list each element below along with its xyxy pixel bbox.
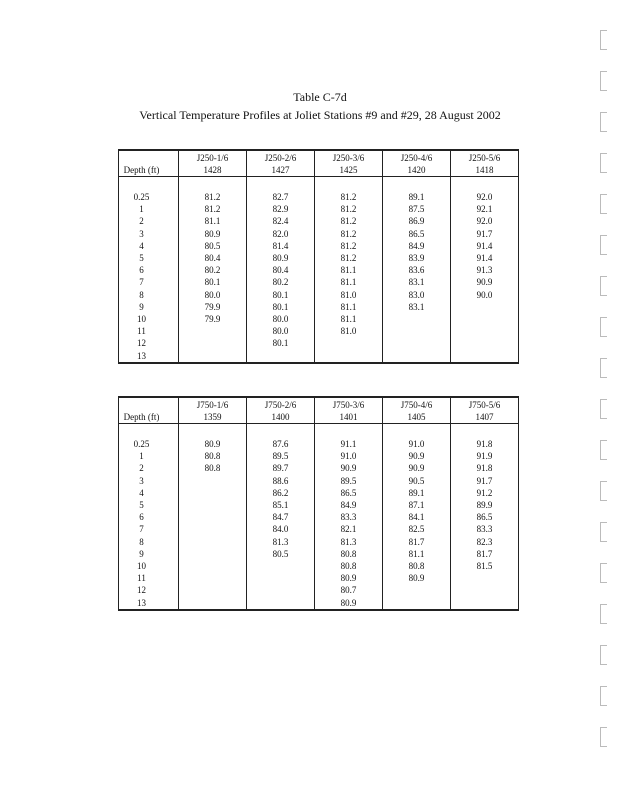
table-row	[119, 487, 519, 499]
temperature-cell: 83.1	[383, 301, 451, 313]
temperature-cell: 91.8	[451, 462, 519, 474]
temperature-cell: 91.3	[451, 264, 519, 276]
temperature-cell	[451, 301, 519, 313]
binder-tab	[600, 276, 607, 296]
temperature-cell: 90.9	[383, 462, 451, 474]
depth-cell: 13	[119, 597, 179, 610]
temperature-cell	[247, 572, 315, 584]
temperature-cell: 88.6	[247, 475, 315, 487]
temperature-cell: 81.2	[315, 191, 383, 203]
table-row	[119, 462, 519, 474]
temperature-cell	[179, 475, 247, 487]
temperature-cell: 89.5	[315, 475, 383, 487]
temperature-cell: 81.3	[247, 536, 315, 548]
station-header: J750-3/6	[315, 397, 383, 411]
temperature-cell	[451, 597, 519, 610]
temperature-cell: 80.9	[383, 572, 451, 584]
table-row	[119, 313, 519, 325]
station-header: J250-5/6	[451, 150, 519, 164]
table-row	[119, 191, 519, 203]
temperature-cell	[247, 584, 315, 596]
temperature-cell: 89.7	[247, 462, 315, 474]
temperature-cell	[179, 499, 247, 511]
temperature-table-j250	[118, 149, 519, 364]
temperature-cell: 82.7	[247, 191, 315, 203]
temperature-cell: 89.1	[383, 487, 451, 499]
temperature-cell: 91.0	[383, 438, 451, 450]
time-header: 1400	[247, 411, 315, 424]
depth-cell: 12	[119, 337, 179, 349]
temperature-cell: 87.1	[383, 499, 451, 511]
table-row	[119, 289, 519, 301]
temperature-cell: 80.8	[315, 560, 383, 572]
table-row	[119, 475, 519, 487]
depth-cell: 10	[119, 313, 179, 325]
table-row	[119, 597, 519, 610]
table-title: Table C-7d	[293, 90, 347, 104]
table-subtitle: Vertical Temperature Profiles at Joliet Stations #9 and #29, 28 August 2002	[139, 108, 501, 122]
table-row	[119, 215, 519, 227]
temperature-cell: 80.2	[179, 264, 247, 276]
temperature-cell: 81.2	[315, 252, 383, 264]
temperature-cell: 81.2	[179, 203, 247, 215]
temperature-cell	[179, 536, 247, 548]
binder-tab	[600, 153, 607, 173]
temperature-cell: 86.9	[383, 215, 451, 227]
temperature-cell: 82.0	[247, 228, 315, 240]
temperature-cell: 81.7	[451, 548, 519, 560]
temperature-cell	[451, 350, 519, 363]
temperature-cell	[179, 523, 247, 535]
temperature-cell: 87.6	[247, 438, 315, 450]
depth-cell: 4	[119, 240, 179, 252]
temperature-cell: 79.9	[179, 313, 247, 325]
depth-cell: 6	[119, 264, 179, 276]
table-row	[119, 438, 519, 450]
temperature-cell: 82.5	[383, 523, 451, 535]
temperature-cell	[383, 313, 451, 325]
temperature-cell: 81.1	[315, 301, 383, 313]
temperature-cell: 82.3	[451, 536, 519, 548]
binder-tab	[600, 30, 607, 50]
table-row	[119, 240, 519, 252]
table-row	[119, 325, 519, 337]
table-row	[119, 572, 519, 584]
temperature-cell: 90.9	[315, 462, 383, 474]
depth-cell: 0.25	[119, 438, 179, 450]
temperature-cell: 80.7	[315, 584, 383, 596]
temperature-cell: 92.0	[451, 215, 519, 227]
temperature-table-j750	[118, 396, 519, 611]
temperature-cell: 80.1	[247, 289, 315, 301]
binder-tab	[600, 645, 607, 665]
temperature-cell: 81.7	[383, 536, 451, 548]
binder-tab	[600, 317, 607, 337]
depth-cell: 11	[119, 325, 179, 337]
temperature-cell: 91.1	[315, 438, 383, 450]
binder-tab	[600, 399, 607, 419]
station-header: J750-5/6	[451, 397, 519, 411]
temperature-cell	[179, 584, 247, 596]
table-row	[119, 203, 519, 215]
temperature-cell: 80.1	[179, 276, 247, 288]
temperature-cell: 83.3	[451, 523, 519, 535]
temperature-cell: 81.2	[315, 203, 383, 215]
temperature-cell: 81.1	[315, 264, 383, 276]
depth-cell: 9	[119, 301, 179, 313]
depth-cell: 5	[119, 499, 179, 511]
temperature-cell	[179, 560, 247, 572]
temperature-cell: 90.0	[451, 289, 519, 301]
temperature-cell: 92.0	[451, 191, 519, 203]
station-header: J750-1/6	[179, 397, 247, 411]
temperature-cell: 89.5	[247, 450, 315, 462]
time-header: 1418	[451, 164, 519, 177]
temperature-cell: 82.1	[315, 523, 383, 535]
temperature-cell: 79.9	[179, 301, 247, 313]
table-row	[119, 548, 519, 560]
temperature-cell: 80.9	[315, 597, 383, 610]
temperature-cell	[315, 350, 383, 363]
temperature-cell: 80.0	[247, 313, 315, 325]
temperature-cell: 80.8	[179, 462, 247, 474]
temperature-cell: 80.9	[179, 228, 247, 240]
temperature-cell: 86.5	[383, 228, 451, 240]
temperature-cell: 81.0	[315, 325, 383, 337]
table-row	[119, 350, 519, 363]
spacer-row	[119, 424, 519, 439]
temperature-cell	[383, 584, 451, 596]
temperature-cell: 89.9	[451, 499, 519, 511]
binder-tab	[600, 686, 607, 706]
binder-tab	[600, 604, 607, 624]
depth-cell: 1	[119, 450, 179, 462]
depth-cell: 3	[119, 228, 179, 240]
temperature-cell: 80.4	[179, 252, 247, 264]
temperature-cell	[179, 597, 247, 610]
depth-cell: 0.25	[119, 191, 179, 203]
table-row	[119, 584, 519, 596]
temperature-cell: 89.1	[383, 191, 451, 203]
temperature-cell	[451, 325, 519, 337]
temperature-cell: 80.8	[383, 560, 451, 572]
temperature-cell: 84.0	[247, 523, 315, 535]
temperature-cell	[451, 584, 519, 596]
temperature-cell: 81.2	[315, 215, 383, 227]
temperature-cell: 81.2	[315, 228, 383, 240]
temperature-cell: 81.1	[179, 215, 247, 227]
temperature-cell: 80.5	[179, 240, 247, 252]
temperature-cell: 80.1	[247, 337, 315, 349]
temperature-cell	[451, 572, 519, 584]
station-header: J750-2/6	[247, 397, 315, 411]
temperature-cell: 83.6	[383, 264, 451, 276]
temperature-cell: 83.9	[383, 252, 451, 264]
temperature-cell: 80.5	[247, 548, 315, 560]
temperature-cell: 81.4	[247, 240, 315, 252]
temperature-cell	[179, 325, 247, 337]
depth-cell: 10	[119, 560, 179, 572]
depth-cell: 11	[119, 572, 179, 584]
temperature-cell: 80.9	[315, 572, 383, 584]
depth-cell: 1	[119, 203, 179, 215]
temperature-cell: 84.1	[383, 511, 451, 523]
temperature-cell	[179, 350, 247, 363]
depth-cell: 13	[119, 350, 179, 363]
temperature-cell: 81.1	[383, 548, 451, 560]
temperature-cell	[315, 337, 383, 349]
time-header: 1425	[315, 164, 383, 177]
temperature-cell: 92.1	[451, 203, 519, 215]
temperature-cell	[179, 548, 247, 560]
binder-tab	[600, 440, 607, 460]
temperature-cell: 86.5	[315, 487, 383, 499]
table-row	[119, 560, 519, 572]
temperature-cell: 83.1	[383, 276, 451, 288]
temperature-cell: 85.1	[247, 499, 315, 511]
temperature-cell	[451, 337, 519, 349]
depth-cell: 3	[119, 475, 179, 487]
binder-tab	[600, 358, 607, 378]
depth-cell: 2	[119, 462, 179, 474]
temperature-cell	[179, 487, 247, 499]
temperature-cell	[383, 337, 451, 349]
depth-cell: 6	[119, 511, 179, 523]
temperature-cell: 86.5	[451, 511, 519, 523]
depth-cell: 7	[119, 276, 179, 288]
temperature-cell: 91.8	[451, 438, 519, 450]
temperature-cell: 80.9	[179, 438, 247, 450]
temperature-cell: 91.7	[451, 228, 519, 240]
temperature-cell	[179, 572, 247, 584]
temperature-cell: 80.1	[247, 301, 315, 313]
temperature-cell: 81.3	[315, 536, 383, 548]
table-row	[119, 511, 519, 523]
station-header: J250-1/6	[179, 150, 247, 164]
depth-cell: 8	[119, 289, 179, 301]
temperature-cell: 81.0	[315, 289, 383, 301]
table-row	[119, 228, 519, 240]
depth-cell: 8	[119, 536, 179, 548]
table-row	[119, 301, 519, 313]
temperature-cell	[179, 511, 247, 523]
binder-tab	[600, 194, 607, 214]
table-row	[119, 499, 519, 511]
depth-cell: 7	[119, 523, 179, 535]
station-header: J250-2/6	[247, 150, 315, 164]
temperature-cell: 81.1	[315, 313, 383, 325]
temperature-cell: 91.7	[451, 475, 519, 487]
temperature-cell: 84.9	[383, 240, 451, 252]
temperature-cell	[247, 597, 315, 610]
temperature-cell: 91.0	[315, 450, 383, 462]
temperature-cell	[247, 350, 315, 363]
temperature-cell	[247, 560, 315, 572]
depth-header: Depth (ft)	[119, 397, 179, 424]
temperature-cell: 90.9	[451, 276, 519, 288]
temperature-cell: 83.3	[315, 511, 383, 523]
spacer-row	[119, 177, 519, 192]
temperature-cell: 91.4	[451, 252, 519, 264]
binder-tab	[600, 112, 607, 132]
temperature-cell: 83.0	[383, 289, 451, 301]
binder-tab	[600, 522, 607, 542]
temperature-cell: 80.4	[247, 264, 315, 276]
time-header: 1420	[383, 164, 451, 177]
temperature-cell: 80.0	[179, 289, 247, 301]
temperature-cell: 80.9	[247, 252, 315, 264]
table-row	[119, 252, 519, 264]
temperature-cell: 81.1	[315, 276, 383, 288]
binder-tab	[600, 71, 607, 91]
time-header: 1405	[383, 411, 451, 424]
time-header: 1401	[315, 411, 383, 424]
table-row	[119, 337, 519, 349]
temperature-cell: 87.5	[383, 203, 451, 215]
binder-tab	[600, 481, 607, 501]
temperature-cell: 82.4	[247, 215, 315, 227]
time-header: 1407	[451, 411, 519, 424]
temperature-cell: 81.2	[315, 240, 383, 252]
table-row	[119, 536, 519, 548]
table-row	[119, 264, 519, 276]
temperature-cell: 80.8	[179, 450, 247, 462]
depth-cell: 9	[119, 548, 179, 560]
table-row	[119, 276, 519, 288]
temperature-cell: 81.2	[179, 191, 247, 203]
depth-cell: 12	[119, 584, 179, 596]
temperature-cell: 82.9	[247, 203, 315, 215]
temperature-cell: 80.2	[247, 276, 315, 288]
temperature-cell: 80.8	[315, 548, 383, 560]
temperature-cell: 84.7	[247, 511, 315, 523]
temperature-cell: 91.2	[451, 487, 519, 499]
depth-cell: 5	[119, 252, 179, 264]
temperature-cell	[383, 597, 451, 610]
temperature-cell: 90.5	[383, 475, 451, 487]
depth-cell: 2	[119, 215, 179, 227]
binder-tab	[600, 727, 607, 747]
temperature-cell: 81.5	[451, 560, 519, 572]
depth-cell: 4	[119, 487, 179, 499]
temperature-cell: 80.0	[247, 325, 315, 337]
temperature-cell	[383, 325, 451, 337]
temperature-cell: 91.9	[451, 450, 519, 462]
temperature-cell	[179, 337, 247, 349]
time-header: 1427	[247, 164, 315, 177]
time-header: 1428	[179, 164, 247, 177]
time-header: 1359	[179, 411, 247, 424]
table-row	[119, 523, 519, 535]
station-header: J250-3/6	[315, 150, 383, 164]
temperature-cell	[451, 313, 519, 325]
temperature-cell: 90.9	[383, 450, 451, 462]
temperature-cell: 91.4	[451, 240, 519, 252]
binder-tab	[600, 235, 607, 255]
table-row	[119, 450, 519, 462]
depth-header: Depth (ft)	[119, 150, 179, 177]
temperature-cell	[383, 350, 451, 363]
station-header: J750-4/6	[383, 397, 451, 411]
temperature-cell: 86.2	[247, 487, 315, 499]
temperature-cell: 84.9	[315, 499, 383, 511]
binder-tab	[600, 563, 607, 583]
station-header: J250-4/6	[383, 150, 451, 164]
